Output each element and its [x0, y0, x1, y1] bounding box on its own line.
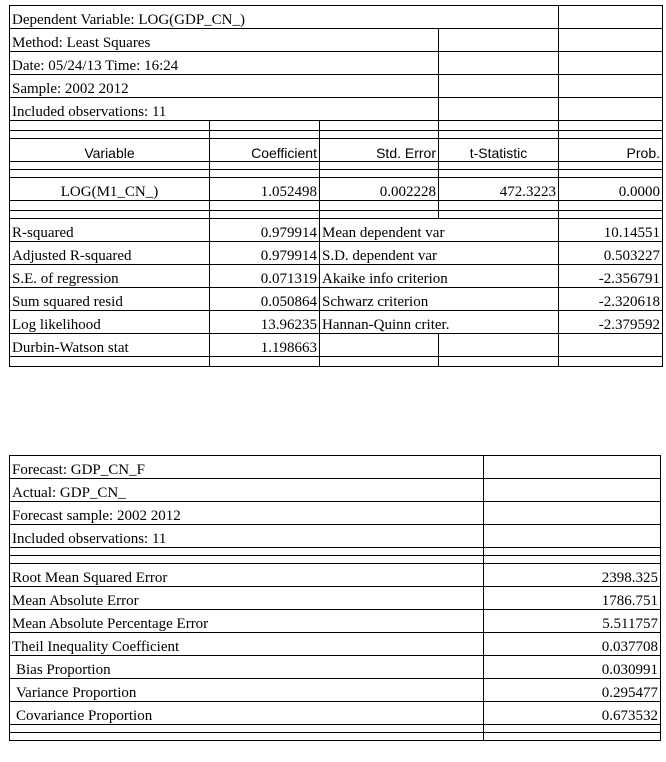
metric-value: 0.673532: [484, 702, 661, 725]
stat-value: 0.979914: [210, 219, 320, 242]
metric-value: 1786.751: [484, 587, 661, 610]
stat-label: Hannan-Quinn criter.: [320, 311, 559, 334]
metric-label: Mean Absolute Percentage Error: [10, 610, 484, 633]
stats-row: [10, 242, 663, 265]
metric-value: 0.037708: [484, 633, 661, 656]
header-row: [10, 29, 663, 52]
metric-row: [10, 587, 661, 610]
forecast-header-row: [10, 502, 661, 525]
stat-value: 0.050864: [210, 288, 320, 311]
stat-value: 13.96235: [210, 311, 320, 334]
date-line: Date: 05/24/13 Time: 16:24: [10, 52, 439, 75]
stats-row: [10, 288, 663, 311]
actual-name-line: Actual: GDP_CN_: [10, 479, 484, 502]
metric-row: [10, 610, 661, 633]
metric-label: Mean Absolute Error: [10, 587, 484, 610]
coefficient-value: 1.052498: [210, 178, 320, 201]
stat-label: R-squared: [10, 219, 210, 242]
sample-line: Sample: 2002 2012: [10, 75, 439, 98]
stat-value: 1.198663: [210, 334, 320, 357]
forecast-header-row: [10, 479, 661, 502]
stat-value: 0.071319: [210, 265, 320, 288]
variable-name: LOG(M1_CN_): [10, 178, 210, 201]
stat-value: -2.320618: [559, 288, 663, 311]
metric-row: [10, 679, 661, 702]
column-header-std-error: Std. Error: [320, 139, 439, 162]
stat-label: S.D. dependent var: [320, 242, 559, 265]
forecast-observations-line: Included observations: 11: [10, 525, 484, 548]
metric-value: 0.030991: [484, 656, 661, 679]
column-header-coefficient: Coefficient: [210, 139, 320, 162]
stats-row: [10, 219, 663, 242]
header-row: [10, 75, 663, 98]
metric-label: Theil Inequality Coefficient: [10, 633, 484, 656]
forecast-evaluation-table: [9, 455, 661, 741]
stat-value: 0.503227: [559, 242, 663, 265]
estimation-output-table: [9, 5, 663, 367]
stat-label: S.E. of regression: [10, 265, 210, 288]
forecast-name-line: Forecast: GDP_CN_F: [10, 456, 484, 479]
metric-label: Variance Proportion: [10, 679, 484, 702]
t-statistic-value: 472.3223: [439, 178, 559, 201]
stat-label: Durbin-Watson stat: [10, 334, 210, 357]
forecast-sample-line: Forecast sample: 2002 2012: [10, 502, 484, 525]
metric-row: [10, 633, 661, 656]
column-header-prob: Prob.: [559, 139, 663, 162]
stat-label: Akaike info criterion: [320, 265, 559, 288]
stat-label: Sum squared resid: [10, 288, 210, 311]
stats-row: [10, 265, 663, 288]
coefficient-row: [10, 178, 663, 201]
stat-value: 10.14551: [559, 219, 663, 242]
metric-label: Bias Proportion: [10, 656, 484, 679]
forecast-header-row: [10, 456, 661, 479]
stat-value: -2.356791: [559, 265, 663, 288]
metric-value: 2398.325: [484, 564, 661, 587]
std-error-value: 0.002228: [320, 178, 439, 201]
column-header-t-statistic: t-Statistic: [439, 139, 559, 162]
stat-value: 0.979914: [210, 242, 320, 265]
stats-row: [10, 334, 663, 357]
stats-row: [10, 311, 663, 334]
stat-label: Adjusted R-squared: [10, 242, 210, 265]
forecast-header-row: [10, 525, 661, 548]
stat-label: Schwarz criterion: [320, 288, 559, 311]
header-row: [10, 6, 663, 29]
metric-label: Covariance Proportion: [10, 702, 484, 725]
column-header-row: [10, 139, 663, 162]
included-observations-line: Included observations: 11: [10, 98, 439, 121]
metric-label: Root Mean Squared Error: [10, 564, 484, 587]
dependent-variable-line: Dependent Variable: LOG(GDP_CN_): [10, 6, 559, 29]
header-row: [10, 98, 663, 121]
prob-value: 0.0000: [559, 178, 663, 201]
header-row: [10, 52, 663, 75]
metric-value: 5.511757: [484, 610, 661, 633]
metric-row: [10, 656, 661, 679]
metric-value: 0.295477: [484, 679, 661, 702]
stat-value: -2.379592: [559, 311, 663, 334]
method-line: Method: Least Squares: [10, 29, 439, 52]
metric-row: [10, 564, 661, 587]
stat-label: Mean dependent var: [320, 219, 559, 242]
column-header-variable: Variable: [10, 139, 210, 162]
metric-row: [10, 702, 661, 725]
stat-label: Log likelihood: [10, 311, 210, 334]
